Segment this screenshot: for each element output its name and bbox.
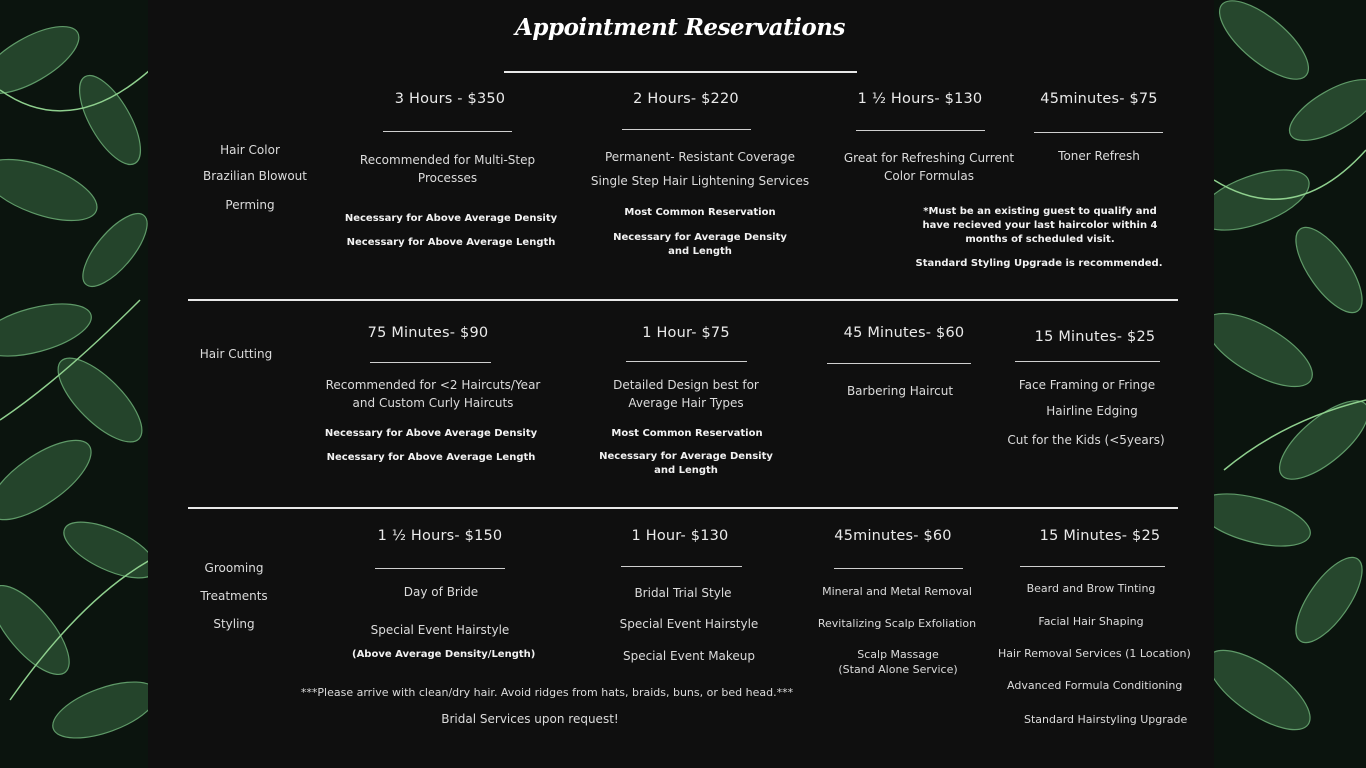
price-underline bbox=[1034, 132, 1163, 133]
price-underline bbox=[834, 568, 963, 569]
service-item: Beard and Brow Tinting bbox=[1026, 582, 1156, 595]
service-item: Revitalizing Scalp Exfoliation bbox=[817, 617, 977, 630]
service-description: Toner Refresh bbox=[1058, 149, 1140, 163]
category-styling: Styling bbox=[213, 617, 255, 631]
service-price: 45minutes- $60 bbox=[834, 528, 952, 544]
service-description: Great for Refreshing Current Color Formulas bbox=[843, 151, 1015, 183]
service-item: Mineral and Metal Removal bbox=[822, 585, 972, 598]
service-note: Necessary for Above Average Density bbox=[324, 428, 538, 439]
foliage-right-image bbox=[1214, 0, 1366, 768]
page-title: Appointment Reservations bbox=[515, 14, 845, 41]
service-item: Hair Removal Services (1 Location) bbox=[998, 647, 1191, 660]
service-price: 1 ½ Hours- $150 bbox=[377, 528, 503, 544]
service-item: Scalp Massage bbox=[857, 648, 939, 661]
service-price: 45 Minutes- $60 bbox=[843, 325, 965, 341]
service-price: 75 Minutes- $90 bbox=[367, 325, 489, 341]
service-note: Necessary for Average Density and Length bbox=[599, 451, 773, 476]
price-underline bbox=[621, 566, 742, 567]
service-item: Hairline Edging bbox=[1046, 404, 1138, 418]
service-note: Most Common Reservation bbox=[611, 428, 763, 439]
service-price: 2 Hours- $220 bbox=[633, 91, 739, 107]
service-price: 3 Hours - $350 bbox=[394, 91, 506, 107]
service-description: Barbering Haircut bbox=[846, 384, 954, 398]
service-description: Recommended for Multi-Step Processes bbox=[359, 153, 536, 185]
price-underline bbox=[1015, 361, 1160, 362]
section-divider bbox=[188, 507, 1178, 509]
service-item: (Stand Alone Service) bbox=[838, 663, 958, 676]
category-hair-cutting: Hair Cutting bbox=[199, 347, 273, 361]
service-note: Necessary for Above Average Length bbox=[346, 237, 556, 248]
category-perming: Perming bbox=[225, 198, 275, 212]
service-description: Detailed Design best for Average Hair Types bbox=[613, 378, 759, 410]
service-price: 15 Minutes- $25 bbox=[1034, 329, 1156, 345]
service-note: Necessary for Above Average Density bbox=[344, 213, 558, 224]
price-underline bbox=[1020, 566, 1165, 567]
section-divider bbox=[188, 299, 1178, 301]
category-hair-color: Hair Color bbox=[220, 143, 280, 157]
service-note: (Above Average Density/Length) bbox=[352, 649, 536, 660]
service-item: Advanced Formula Conditioning bbox=[1007, 679, 1183, 692]
category-brazilian-blowout: Brazilian Blowout bbox=[203, 169, 307, 183]
category-grooming: Grooming bbox=[204, 561, 264, 575]
service-item: Special Event Hairstyle bbox=[370, 623, 510, 637]
service-price: 15 Minutes- $25 bbox=[1039, 528, 1161, 544]
service-item: Standard Hairstyling Upgrade bbox=[1024, 713, 1188, 726]
title-underline bbox=[504, 71, 857, 73]
service-item: Special Event Hairstyle bbox=[619, 617, 759, 631]
service-price: 45minutes- $75 bbox=[1040, 91, 1158, 107]
service-item: Special Event Makeup bbox=[622, 649, 756, 663]
service-description: Single Step Hair Lightening Services bbox=[590, 174, 810, 188]
category-treatments: Treatments bbox=[200, 589, 268, 603]
service-price: 1 ½ Hours- $130 bbox=[857, 91, 983, 107]
service-description: Recommended for <2 Haircuts/Year and Custom Curly Haircuts bbox=[325, 378, 541, 410]
arrival-instructions: ***Please arrive with clean/dry hair. Avoid ridges from hats, braids, buns, or bed head.*** bbox=[300, 686, 794, 699]
foliage-left-image bbox=[0, 0, 150, 768]
service-item: Face Framing or Fringe bbox=[1018, 378, 1156, 392]
service-item: Bridal Trial Style bbox=[634, 586, 732, 600]
service-item: Cut for the Kids (<5years) bbox=[1007, 433, 1165, 447]
styling-upgrade-note: Standard Styling Upgrade is recommended. bbox=[915, 258, 1163, 269]
price-underline bbox=[856, 130, 985, 131]
service-item: Facial Hair Shaping bbox=[1038, 615, 1144, 628]
eligibility-note: *Must be an existing guest to qualify and have recieved your last haircolor within 4 months of scheduled visit. bbox=[922, 206, 1158, 245]
price-underline bbox=[622, 129, 751, 130]
service-price: 1 Hour- $75 bbox=[642, 325, 730, 341]
service-price: 1 Hour- $130 bbox=[631, 528, 729, 544]
service-note: Most Common Reservation bbox=[624, 207, 776, 218]
price-underline bbox=[827, 363, 971, 364]
service-note: Necessary for Average Density and Length bbox=[613, 232, 787, 257]
price-underline bbox=[383, 131, 512, 132]
price-underline bbox=[370, 362, 491, 363]
bridal-services-note: Bridal Services upon request! bbox=[441, 712, 619, 726]
price-underline bbox=[626, 361, 747, 362]
service-item: Day of Bride bbox=[403, 585, 479, 599]
service-description: Permanent- Resistant Coverage bbox=[604, 150, 796, 164]
service-note: Necessary for Above Average Length bbox=[326, 452, 536, 463]
price-underline bbox=[375, 568, 505, 569]
